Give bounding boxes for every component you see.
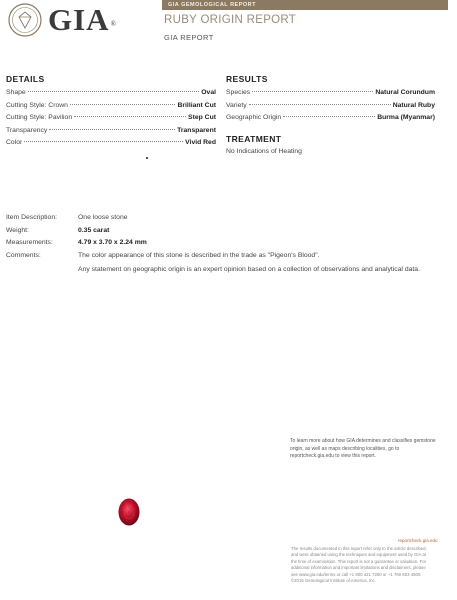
- results-title: RESULTS: [226, 74, 268, 84]
- details-title: DETAILS: [6, 74, 45, 84]
- treatment-text: No Indications of Heating: [226, 148, 302, 155]
- details-section: [6, 74, 216, 147]
- details-row-crown: Cutting Style: Crown Brilliant Cut: [6, 101, 216, 109]
- item-comments-row: Comments: The color appearance of this stone is described in the trade as "Pigeon's Blood".: [6, 251, 320, 259]
- item-weight-row: Weight: 0.35 carat: [6, 226, 110, 234]
- results-section: [226, 74, 435, 122]
- results-row-variety: Variety Natural Ruby: [226, 101, 435, 109]
- item-comments-row-2: Any statement on geographic origin is an expert opinion based on a collection of observations and analytical data.: [78, 266, 420, 273]
- gia-seal-logo: [8, 3, 42, 37]
- results-row-species: Species Natural Corundum: [226, 89, 435, 96]
- details-row-color: Color Vivid Red: [6, 139, 216, 146]
- disclaimer-text: The results documented in this report refer only to the article described, and were obtained using the techniques and equipment used by GIA at the time of examination. This report is not a guarantee or valuation. For additional information and important limitations and disclaimers, please see www.gia.edu/terms or call +1 800 421 7250 or +1 760 603 4500. ©2015 Gemological Institute of America, Inc.: [291, 546, 427, 584]
- item-info: [6, 212, 446, 276]
- ruby-stone-image: [118, 498, 140, 526]
- details-row-shape: Shape Oval: [6, 89, 216, 96]
- item-description-row: Item Description: One loose stone: [6, 214, 128, 221]
- results-row-origin: Geographic Origin Burma (Myanmar): [226, 114, 435, 121]
- report-subtitle: GIA REPORT: [164, 33, 214, 42]
- learn-more-text: To learn more about how GIA determines and classifies gemstone origin, as well as maps describing localities, go to reportcheck.gia.edu to view this report.: [290, 438, 436, 459]
- report-title: RUBY ORIGIN REPORT: [164, 14, 297, 26]
- item-measurements-row: Measurements: 4.79 x 3.70 x 2.24 mm: [6, 239, 147, 246]
- details-row-pavilion: Cutting Style: Pavilion Step Cut: [6, 114, 216, 121]
- gia-wordmark: GIA®: [48, 2, 117, 37]
- reportcheck-link[interactable]: reportcheck.gia.edu: [398, 538, 438, 543]
- header-bar-label: GIA GEMOLOGICAL REPORT: [168, 2, 257, 8]
- treatment-title: TREATMENT: [226, 134, 282, 144]
- details-row-transparency: Transparency Transparent: [6, 126, 216, 134]
- stray-dot: [146, 157, 148, 159]
- report-header-bar: [162, 0, 448, 10]
